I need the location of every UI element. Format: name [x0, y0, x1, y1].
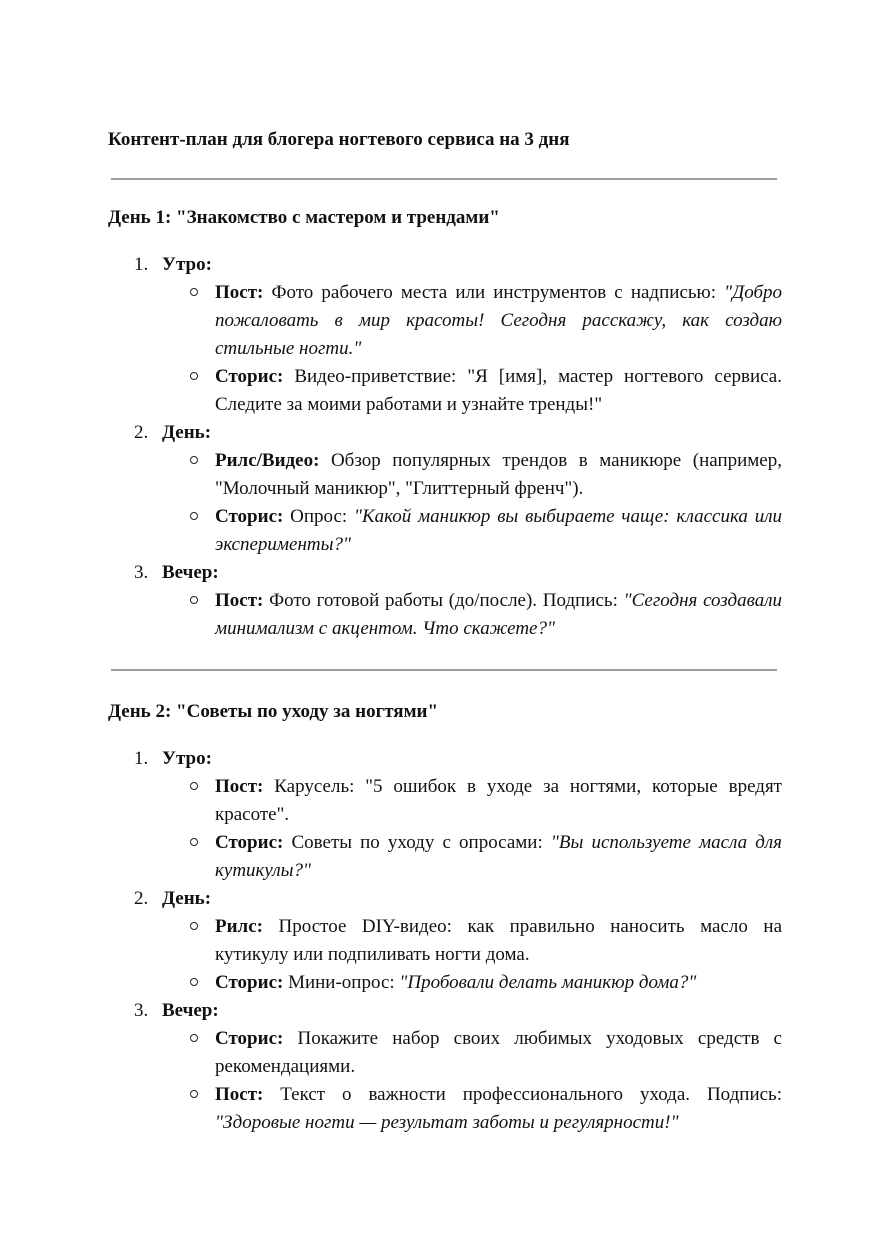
content-item	[162, 447, 782, 503]
content-text: Фото готовой работы (до/после). Подпись:	[263, 590, 624, 611]
circle-bullet-icon	[190, 782, 198, 790]
list-number: 3.	[134, 1000, 149, 1021]
content-text: Фото рабочего места или инструментов с надписью:	[263, 282, 725, 303]
day-1-heading: День 1: "Знакомство с мастером и трендами"	[108, 207, 500, 228]
content-type: Рилс/Видео:	[215, 450, 320, 471]
content-type: Пост:	[215, 776, 264, 797]
content-items	[162, 913, 782, 997]
list-number: 2.	[134, 888, 149, 909]
content-quote: "Вы используете масла для кутикулы?"	[215, 832, 782, 881]
content-text: Текст о важности профессионального ухода. Подпись:	[263, 1084, 782, 1105]
circle-bullet-icon	[190, 922, 198, 930]
content-quote: "Здоровые ногти — результат заботы и регулярности!"	[215, 1112, 679, 1133]
day-1-schedule	[108, 251, 782, 643]
content-text: Мини-опрос:	[283, 972, 400, 993]
content-text: Обзор популярных трендов в маникюре (например, "Молочный маникюр", "Глиттерный френч").	[215, 450, 782, 499]
content-items	[162, 773, 782, 885]
circle-bullet-icon	[190, 456, 198, 464]
content-quote: "Добро пожаловать в мир красоты! Сегодня расскажу, как создаю стильные ногти."	[215, 282, 782, 359]
content-items	[162, 447, 782, 559]
circle-bullet-icon	[190, 372, 198, 380]
day-2-evening	[108, 997, 782, 1137]
horizontal-divider	[111, 178, 777, 180]
content-text: Советы по уходу с опросами:	[283, 832, 551, 853]
document-title: Контент-план для блогера ногтевого сервиса на 3 дня	[108, 129, 570, 150]
circle-bullet-icon	[190, 1034, 198, 1042]
content-text: Карусель: "5 ошибок в уходе за ногтями, которые вредят красоте".	[215, 776, 782, 825]
content-item	[162, 1081, 782, 1137]
content-text: Покажите набор своих любимых уходовых средств с рекомендациями.	[215, 1028, 782, 1077]
list-number: 1.	[134, 748, 149, 769]
content-type: Сторис:	[215, 366, 284, 387]
content-type: Сторис:	[215, 506, 284, 527]
list-number: 3.	[134, 562, 149, 583]
content-type: Сторис:	[215, 832, 284, 853]
day-2-heading: День 2: "Советы по уходу за ногтями"	[108, 701, 439, 722]
time-of-day-label: День:	[162, 422, 212, 443]
content-item	[162, 969, 782, 997]
content-type: Пост:	[215, 282, 264, 303]
list-number: 1.	[134, 254, 149, 275]
content-text: Простое DIY-видео: как правильно наносить масло на кутикулу или подпиливать ногти дома.	[215, 916, 782, 965]
content-item	[162, 587, 782, 643]
content-text: Видео-приветствие: "Я [имя], мастер ногтевого сервиса. Следите за моими работами и узнайте тренды!"	[215, 366, 782, 415]
content-items	[162, 279, 782, 419]
content-item	[162, 829, 782, 885]
content-item	[162, 1025, 782, 1081]
list-number: 2.	[134, 422, 149, 443]
circle-bullet-icon	[190, 596, 198, 604]
day-2-schedule	[108, 745, 782, 1137]
day-2-section	[108, 698, 782, 1137]
day-2-morning	[108, 745, 782, 885]
content-type: Пост:	[215, 1084, 264, 1105]
circle-bullet-icon	[190, 288, 198, 296]
content-item	[162, 913, 782, 969]
content-quote: "Пробовали делать маникюр дома?"	[399, 972, 697, 993]
time-of-day-label: Вечер:	[162, 1000, 219, 1021]
time-of-day-label: Утро:	[162, 748, 212, 769]
content-quote: "Сегодня создавали минимализм с акцентом. Что скажете?"	[215, 590, 782, 639]
content-quote: "Какой маникюр вы выбираете чаще: классика или эксперименты?"	[215, 506, 782, 555]
day-1-section	[108, 204, 782, 643]
horizontal-divider	[111, 669, 777, 671]
content-text: Опрос:	[283, 506, 354, 527]
time-of-day-label: День:	[162, 888, 212, 909]
day-2-daytime	[108, 885, 782, 997]
document-page	[108, 126, 782, 1137]
content-item	[162, 279, 782, 363]
content-type: Рилс:	[215, 916, 263, 937]
time-of-day-label: Вечер:	[162, 562, 219, 583]
circle-bullet-icon	[190, 1090, 198, 1098]
circle-bullet-icon	[190, 512, 198, 520]
time-of-day-label: Утро:	[162, 254, 212, 275]
content-item	[162, 363, 782, 419]
content-type: Сторис:	[215, 1028, 284, 1049]
content-type: Пост:	[215, 590, 264, 611]
content-items	[162, 587, 782, 643]
content-item	[162, 503, 782, 559]
day-1-daytime	[108, 419, 782, 559]
content-items	[162, 1025, 782, 1137]
circle-bullet-icon	[190, 838, 198, 846]
day-1-evening	[108, 559, 782, 643]
circle-bullet-icon	[190, 978, 198, 986]
content-type: Сторис:	[215, 972, 284, 993]
content-item	[162, 773, 782, 829]
day-1-morning	[108, 251, 782, 419]
